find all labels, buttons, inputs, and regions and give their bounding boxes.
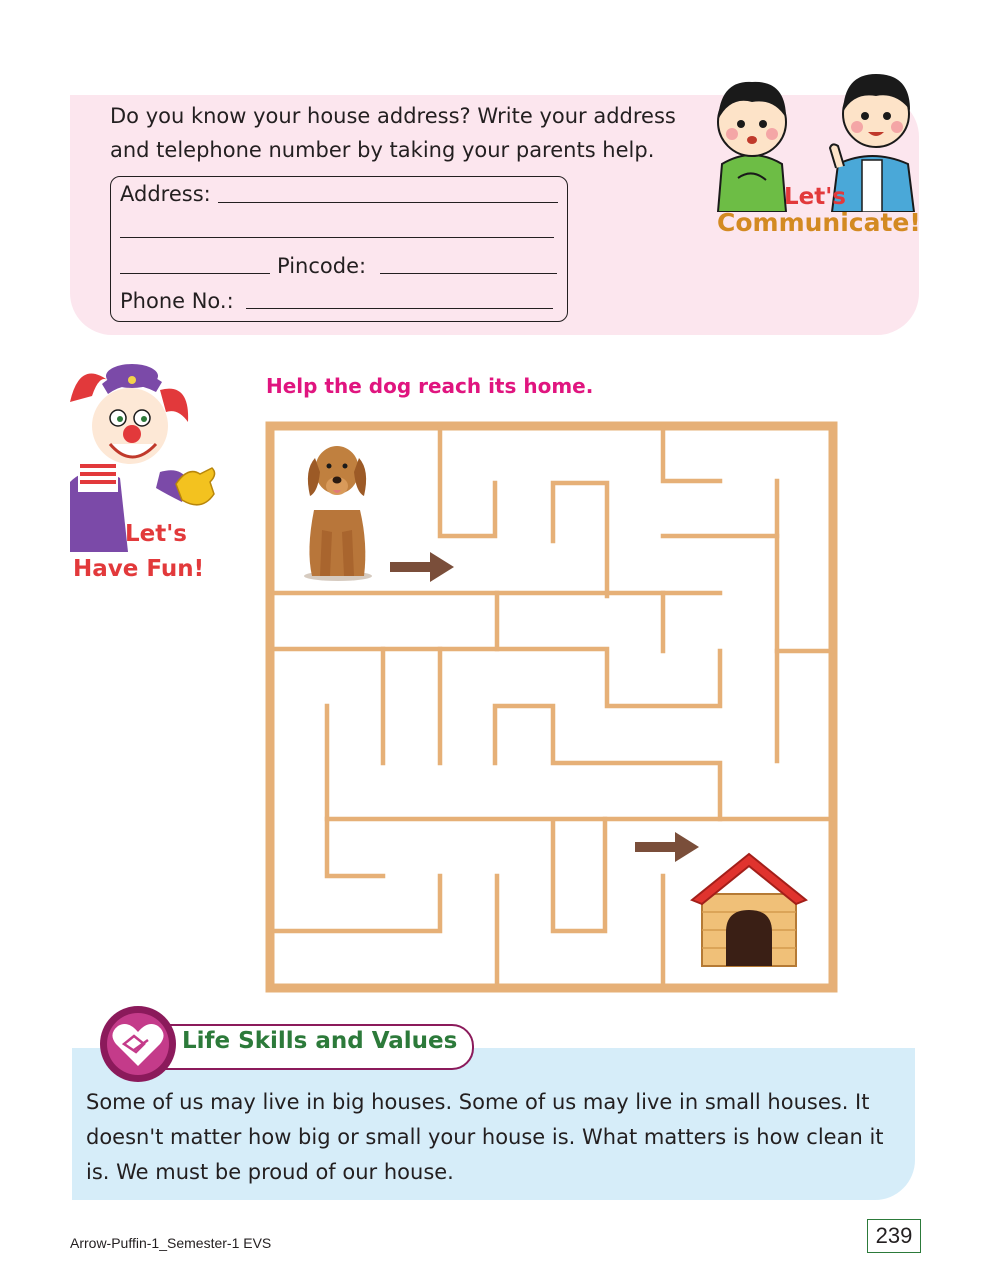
life-skills-line-3: is. We must be proud of our house. bbox=[86, 1160, 454, 1184]
start-arrow-icon bbox=[390, 550, 456, 584]
address-label: Address: bbox=[120, 182, 211, 206]
phone-line[interactable] bbox=[246, 308, 553, 309]
address-line-1[interactable] bbox=[218, 202, 558, 203]
activity-heading: Help the dog reach its home. bbox=[266, 374, 594, 398]
life-skills-line-2: doesn't matter how big or small your house is. What matters is how clean it bbox=[86, 1125, 884, 1149]
badge-communicate: Communicate! bbox=[717, 208, 921, 237]
pincode-label: Pincode: bbox=[277, 254, 367, 278]
dog-image bbox=[298, 440, 376, 582]
life-skills-line-1: Some of us may live in big houses. Some of us may live in small houses. It bbox=[86, 1090, 870, 1114]
page-number: 239 bbox=[867, 1219, 921, 1253]
badge-lets: Let's bbox=[784, 184, 846, 210]
fun-have-fun: Have Fun! bbox=[73, 556, 205, 582]
fun-lets: Let's bbox=[125, 521, 187, 547]
heart-handshake-icon bbox=[98, 1004, 178, 1084]
book-label: Arrow-Puffin-1_Semester-1 EVS bbox=[70, 1235, 272, 1251]
address-line-3[interactable] bbox=[120, 273, 270, 274]
dog-house-image bbox=[690, 852, 808, 968]
pincode-line[interactable] bbox=[380, 273, 557, 274]
life-skills-title: Life Skills and Values bbox=[182, 1028, 458, 1054]
question-line-2: and telephone number by taking your parents help. bbox=[110, 138, 655, 162]
address-line-2[interactable] bbox=[120, 237, 554, 238]
question-line-1: Do you know your house address? Write your address bbox=[110, 104, 676, 128]
phone-label: Phone No.: bbox=[120, 289, 234, 313]
